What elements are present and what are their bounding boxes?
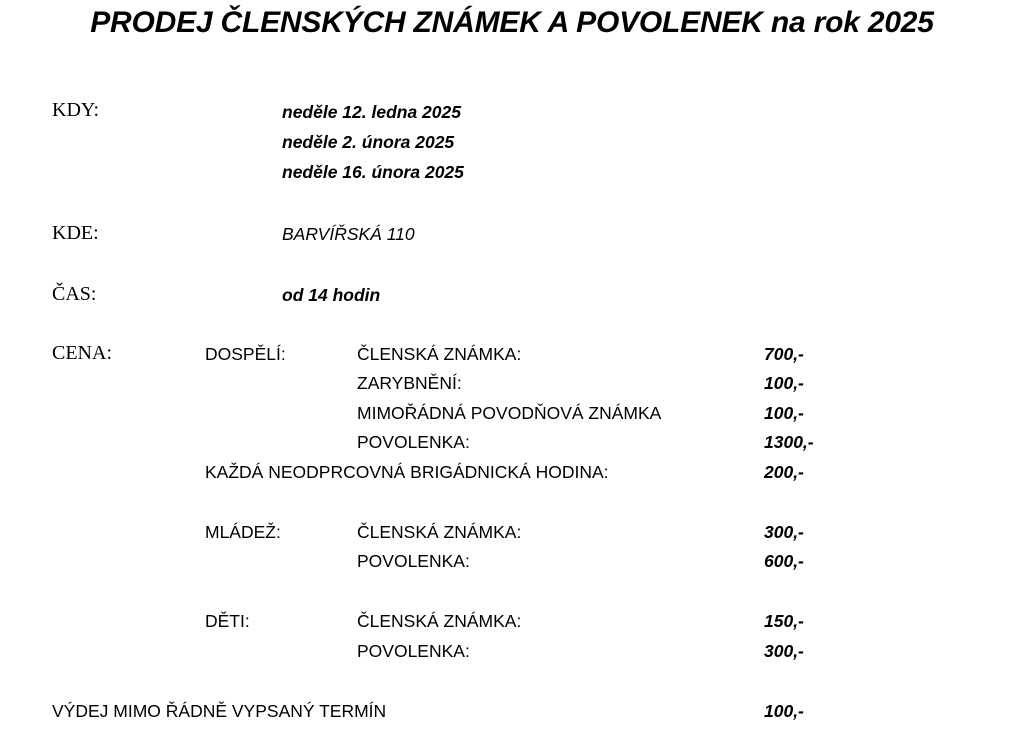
price-item-value: 300,- [764,641,804,661]
date-item: neděle 16. února 2025 [282,162,464,182]
price-label: CENA: [52,342,112,364]
off-term-issue-name: VÝDEJ MIMO ŘÁDNĚ VYPSANÝ TERMÍN [52,701,387,721]
price-item-name: MIMOŘÁDNÁ POVODŇOVÁ ZNÁMKA [357,403,662,423]
price-item-value: 150,- [764,611,804,631]
youth-label: MLÁDEŽ: [205,522,281,542]
page-title: PRODEJ ČLENSKÝCH ZNÁMEK A POVOLENEK na rok 2025 [90,6,934,39]
where-label: KDE: [52,222,99,244]
price-item-value: 700,- [764,344,804,364]
price-item-value: 300,- [764,522,804,542]
children-label: DĚTI: [205,611,250,631]
price-item-value: 600,- [764,551,804,571]
work-hour-item-value: 200,- [764,462,804,482]
price-item-name: POVOLENKA: [357,551,470,571]
adults-label: DOSPĚLÍ: [205,344,286,364]
price-item-name: ČLENSKÁ ZNÁMKA: [357,611,522,631]
work-hour-item-name: KAŽDÁ NEODPRCOVNÁ BRIGÁDNICKÁ HODINA: [205,462,609,482]
price-item-name: POVOLENKA: [357,641,470,661]
off-term-issue-value: 100,- [764,701,804,721]
time-value: od 14 hodin [282,285,381,305]
price-item-name: ZARYBNĚNÍ: [357,373,462,393]
date-item: neděle 12. ledna 2025 [282,102,461,122]
price-item-value: 100,- [764,403,804,423]
address-value: BARVÍŘSKÁ 110 [282,224,415,244]
price-item-value: 1300,- [764,432,814,452]
price-item-value: 100,- [764,373,804,393]
price-item-name: POVOLENKA: [357,432,470,452]
time-label: ČAS: [52,283,97,305]
when-label: KDY: [52,99,100,121]
price-item-name: ČLENSKÁ ZNÁMKA: [357,522,522,542]
price-item-name: ČLENSKÁ ZNÁMKA: [357,344,522,364]
date-item: neděle 2. února 2025 [282,132,455,152]
